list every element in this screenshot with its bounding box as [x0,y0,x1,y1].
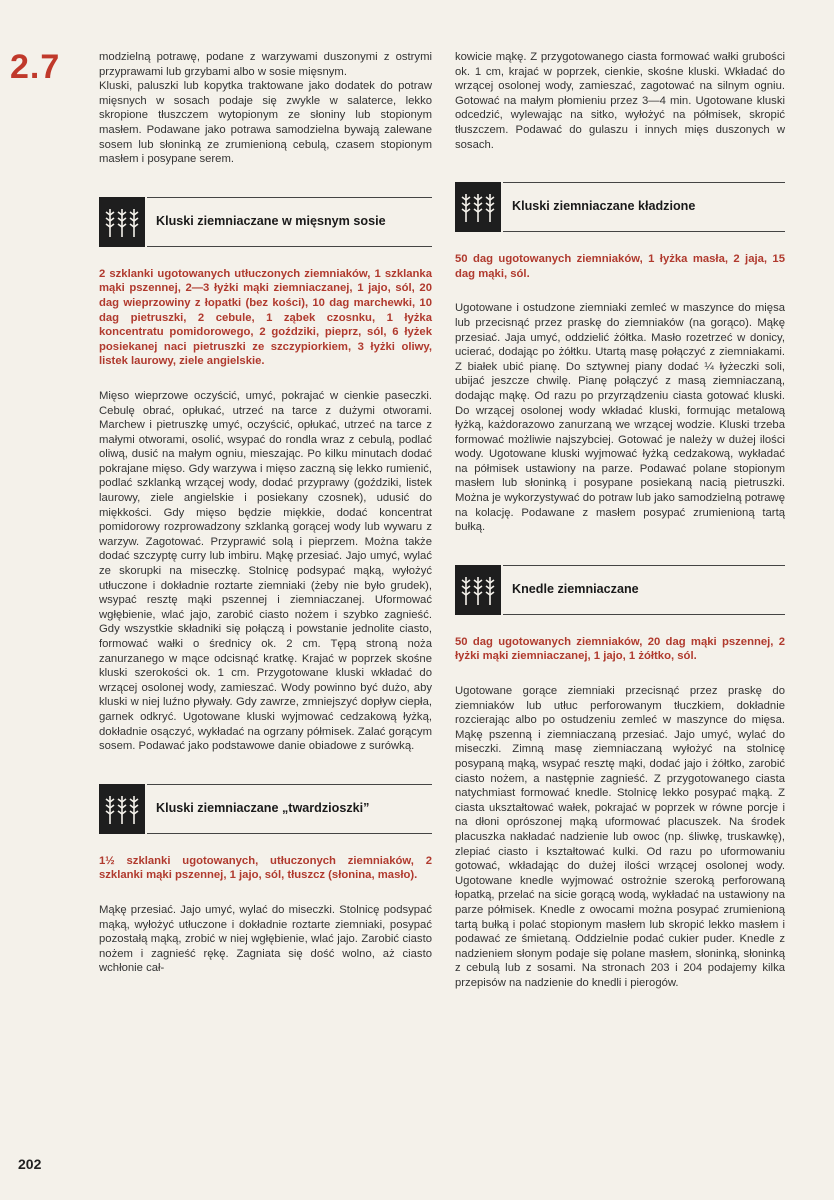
header-rule [503,565,785,566]
header-rule [147,246,432,247]
recipe-ingredients: 1½ szklanki ugotowanych, utłuczonych ziemniaków, 2 szklanki mąki pszennej, 1 jajo, sól, tłuszcz (słonina, masło). [99,854,432,882]
wheat-icon [99,197,145,247]
recipe-header [455,182,785,232]
right-column [455,50,785,991]
recipe-method: Ugotowane i ostudzone ziemniaki zemleć w maszynce do mięsa lub przecisnąć przez praskę do ziemniaków (na gorąco). Mąkę przesiać. Jaja umyć, oddzielić żółtka. Masło rozetrzeć w donicy, ucierać, dodając po żółtku. Utartą masę połączyć z ziemniakami. Z białek ubić pianę. Do sztywnej piany dodać ¼ łyżeczki soli, ubijać jeszcze chwilę. Pianę połączyć z masą ziemniaczaną, dodając mąkę. Od razu po przyrządzeniu ciasta gotować kluski. Do wrzącej osolonej wody wkładać kluski, formując metalową łyżką, każdorazowo zanurzaną we wrzącej wodzie. Kluski trzeba formować możliwie najszybciej. Gotować je należy w dużej ilości wody. Ugotowane kluski wyjmować łyżką cedzakową, wykładać na półmisek ustawiony na parze. Podawać polane stopionym masłem lub słoninką i posypane posiekaną nacią pietruszki. Można je wykorzystywać do potraw lub jako samodzielną potrawę na kolację. Podawane z masłem posypać zrumienioną tartą bułką. [455,302,785,534]
recipe-title: Knedle ziemniaczane [512,581,639,596]
intro-paragraph: Kluski, paluszki lub kopytka traktowane jako dodatek do potraw mięsnych w sosach podaje się zwykle w salaterce, lekko skropione tłuszczem wytopionym ze słoniny lub stopionym masłem. Podawane jako potrawa samodzielna bywają zalewane sosem lub słoninką ze zrumienioną cebulą, czasem stopionym masłem i posypane serem. [99,80,432,166]
wheat-icon [455,182,501,232]
intro-paragraph: modzielną potrawę, podane z warzywami duszonymi z ostrymi przyprawami lub grzybami albo w sosie mięsnym. [99,51,432,78]
header-rule [147,197,432,198]
page-number: 202 [18,1156,42,1172]
left-column [99,50,432,976]
recipe-method: Ugotowane gorące ziemniaki przecisnąć przez praskę do ziemniaków lub utłuc perforowanym tłuczkiem, dokładnie rozcierając albo po ostudzeniu zemleć w maszynce do mięsa. Mąkę pszenną i ziemniaczaną przesiać. Jajo umyć, wylać do miseczki. Zimną masę ziemniaczaną wyłożyć na stolnicę posypaną mąką, wsypać resztę mąki, dodać jajo i żółtko, zarobić ciasto nożem, a następnie zagnieść. Z przygotowanego ciasta natychmiast formować knedle. Stolnicę lekko posypać mąką. Z ciasta ukształtować wałek, pokrajać w poprzek w równe porcje i na dłoni oprószonej mąką uformować placuszek. Na środek placuszka nakładać nadzienie lub owoc (np. śliwkę, truskawkę), zlepiać ciasto i kształtować kulki. Od razu po uformowaniu gotować, wkładając do dużej ilości wrzącej osolonej wody. Ugotowane knedle wyjmować ostrożnie szeroką perforowaną łopatką, przelać na sicie gorącą wodą, wykładać na ustawiony na parze półmisek. Knedle z owocami można posypać zrumienioną tartą bułką i polać stopionym masłem lub skropić lekko masłem i podawać ze śmietaną. Oddzielnie podać cukier puder. Knedle z nadzieniem słonym podaje się polane masłem, słoninką, słoninką z cebulą lub z sosami. Na stronach 203 i 204 podajemy kilka przepisów na nadzienie do knedli i pierogów. [455,685,785,989]
section-number: 2.7 [10,48,61,86]
wheat-icon [455,565,501,615]
header-rule [503,231,785,232]
recipe-ingredients: 50 dag ugotowanych ziemniaków, 1 łyżka masła, 2 jaja, 15 dag mąki, sól. [455,253,785,280]
header-rule [503,182,785,183]
header-rule [503,614,785,615]
header-rule [147,833,432,834]
recipe-header [455,565,785,615]
recipe-title: Kluski ziemniaczane w mięsnym sosie [156,213,386,228]
recipe-method-continued: kowicie mąkę. Z przygotowanego ciasta formować wałki grubości ok. 1 cm, krajać w poprzek, cienkie, skośne kluski. Wkładać do wrzącej osolonej wody, zamieszać, zagotować na silnym ogniu. Gotować na małym płomieniu przez 3—4 min. Ugotowane kluski odcedzić, wylewając na sitko, wyłożyć na półmisek, skropić tłuszczem. Podawać do gulaszu i innych mięs duszonych w sosach. [455,51,785,151]
recipe-title: Kluski ziemniaczane kładzione [512,199,696,214]
wheat-icon [99,784,145,834]
recipe-method: Mąkę przesiać. Jajo umyć, wylać do miseczki. Stolnicę podsypać mąką, wyłożyć utłuczone i dokładnie roztarte ziemniaki, posypać pozostałą mąką, zrobić w niej wgłębienie, wlać jajo. Zarobić ciasto nożem i zagnieść rękę. Zagniata się dość wolno, aż ciasto wchłonie cał- [99,903,432,975]
recipe-ingredients: 50 dag ugotowanych ziemniaków, 20 dag mąki pszennej, 2 łyżki mąki ziemniaczanej, 1 jajo, 1 żółtko, sól. [455,635,785,663]
recipe-method: Mięso wieprzowe oczyścić, umyć, pokrajać w cienkie paseczki. Cebulę obrać, opłukać, utrzeć na tarce z dużymi otworami. Marchew i pietruszkę umyć, oczyścić, opłukać, utrzeć na tarce z małymi otworami, osolić, wsypać do rondla wraz z cebulą, podlać oliwą, dusić na małym ogniu, mieszając. Po kilku minutach dodać pokrajane mięso. Gdy warzywa i mięso zaczną się lekko rumienić, podlać szklanką wrzącej wody, dodać przyprawy (goździki, listek laurowy, ziele angielskie i posiekany czosnek), udusić do miękkości. Gdy mięso będzie miękkie, dodać koncentrat pomidorowy rozprowadzony szklanką gorącej wody lub wywaru z warzyw. Zagotować. Przyprawić solą i pieprzem. Można także dodać szczyptę curry lub imbiru. Mąkę przesiać. Jajo umyć, wylać ze skorupki na miseczkę. Stolnicę podsypać mąką, wyłożyć utłuczone i dokładnie roztarte ziemniaki (żeby nie było grudek), wsypać resztę mąki pszennej i ziemniaczanej. Uformować wgłębienie, wlać jajo, zarobić ciasto nożem i szybko zagnieść. Gdy wszystkie składniki się połączą i powstanie jednolite ciasto, formować wałki o średnicy ok. 2 cm. Tępą stroną noża zanurzanego w mące odcisnąć kratkę. Krajać w poprzek skośne kluski szerokości ok. 1 cm. Przygotowane kluski wkładać do wrzącej osolonej wody, zamieszać. Wody powinno być dużo, aby kluski w niej luźno pływały. Gdy zawrze, zmniejszyć dopływ ciepła, garnek odkryć. Ugotowane kluski wyjmować cedzakową łyżką, dokładnie osączyć, wykładać na ogrzany półmisek. Zalać gorącym sosem. Podawać jako podstawowe danie obiadowe z surówką. [99,389,432,753]
recipe-title: Kluski ziemniaczane „twardzioszki” [156,800,370,815]
recipe-header [99,197,432,247]
recipe-header [99,784,432,834]
recipe-ingredients: 2 szklanki ugotowanych utłuczonych ziemniaków, 1 szklanka mąki pszennej, 2—3 łyżki mąki ziemniaczanej, 1 jajo, sól, 20 dag wieprzowiny z łopatki (bez kości), 10 dag marchewki, 10 dag pietruszki, 2 cebule, 1 ząbek czosnku, 1 łyżka koncentratu pomidorowego, 2 goździki, pieprz, sól, 6 łyżek posiekanej naci pietruszki ze szczypiorkiem, 3 łyżki oliwy, listek laurowy, ziele angielskie. [99,267,432,368]
header-rule [147,784,432,785]
